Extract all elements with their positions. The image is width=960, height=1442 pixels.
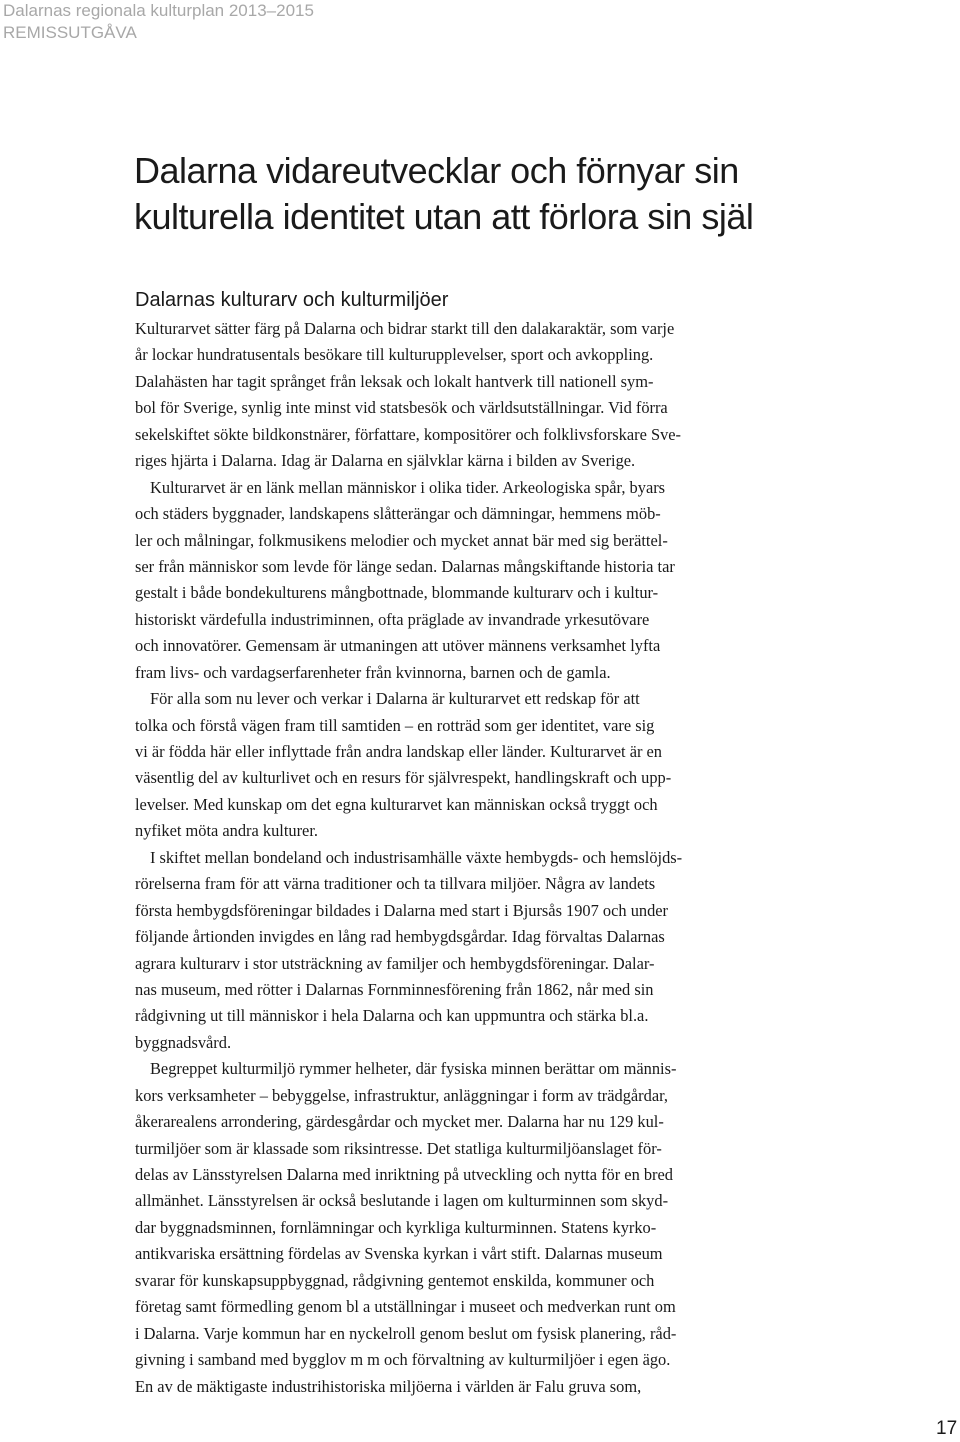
header-edition-label: REMISSUTGÅVA (3, 23, 137, 42)
body-line: ser från människor som levde för länge sedan. Dalarnas mångskiftande historia tar (135, 556, 675, 576)
body-line: levelser. Med kunskap om det egna kulturarvet kan människan också tryggt och (135, 794, 658, 814)
body-line: följande årtionden invigdes en lång rad hembygdsgårdar. Idag förvaltas Dalarnas (135, 927, 665, 947)
body-line: allmänhet. Länsstyrelsen är också beslutande i lagen om kulturminnen som skyd- (135, 1191, 669, 1211)
body-line: antikvariska ersättning fördelas av Svenska kyrkan i vårt stift. Dalarnas museum (135, 1244, 663, 1264)
section-heading: Dalarnas kulturarv och kulturmiljöer (135, 289, 449, 311)
body-line: rådgivning ut till människor i hela Dalarna och kan uppmuntra och stärka bl.a. (135, 1006, 649, 1026)
body-line: Begreppet kulturmiljö rymmer helheter, där fysiska minnen berättar om männis- (150, 1059, 677, 1079)
body-line: tolka och förstå vägen fram till samtiden – en rotträd som ger identitet, vare sig (135, 715, 655, 735)
page-number: 17 (936, 1418, 958, 1439)
body-line: historiskt värdefulla industriminnen, ofta präglade av invandrade yrkesutövare (135, 609, 650, 629)
body-line: ler och målningar, folkmusikens melodier och mycket annat bär med sig berättel- (135, 530, 668, 550)
body-line: företag samt förmedling genom bl a utställningar i museet och medverkan runt om (135, 1297, 676, 1317)
page-title-line-1: Dalarna vidareutvecklar och förnyar sin (134, 150, 739, 191)
body-line: En av de mäktigaste industrihistoriska miljöerna i världen är Falu gruva som, (135, 1376, 642, 1396)
body-line: och städers byggnader, landskapens slåtterängar och dämningar, hemmens möb- (135, 504, 661, 524)
body-line: För alla som nu lever och verkar i Dalarna är kulturarvet ett redskap för att (150, 689, 640, 709)
body-line: vi är födda här eller inflyttade från andra landskap eller länder. Kulturarvet är en (135, 742, 662, 761)
body-line: fram livs- och vardagserfarenheter från kvinnorna, barnen och de gamla. (135, 662, 611, 682)
body-line: åkerarealens arrondering, gärdesgårdar och mycket mer. Dalarna har nu 129 kul- (135, 1112, 664, 1132)
body-line: Dalahästen har tagit språnget från leksak och lokalt hantverk till nationell sym- (135, 371, 654, 391)
page-title (134, 148, 934, 240)
running-header (3, 0, 314, 44)
body-line: rörelserna fram för att värna traditioner och ta tillvara miljöer. Några av landets (135, 874, 656, 894)
body-text (135, 316, 825, 1400)
body-line: nas museum, med rötter i Dalarnas Fornminnesförening från 1862, når med sin (135, 979, 654, 999)
body-line: svarar för kunskapsuppbyggnad, rådgivning gentemot enskilda, kommuner och (135, 1270, 655, 1290)
body-line: Kulturarvet sätter färg på Dalarna och bidrar starkt till den dalakaraktär, som varje (135, 319, 675, 338)
body-line: i Dalarna. Varje kommun har en nyckelroll genom beslut om fysisk planering, råd- (135, 1323, 677, 1343)
header-document-title: Dalarnas regionala kulturplan 2013–2015 (3, 1, 314, 20)
body-line: år lockar hundratusentals besökare till kulturupplevelser, sport och avkoppling. (135, 345, 654, 365)
body-line: bol för Sverige, synlig inte minst vid statsbesök och världsutställningar. Vid förra (135, 398, 668, 418)
page-title-line-2: kulturella identitet utan att förlora sin själ (134, 196, 754, 237)
body-line: kors verksamheter – bebyggelse, infrastruktur, anläggningar i form av trädgårdar, (135, 1085, 669, 1105)
body-line: dar byggnadsminnen, fornlämningar och kyrkliga kulturminnen. Statens kyrko- (135, 1217, 657, 1237)
body-line: väsentlig del av kulturlivet och en resurs för självrespekt, handlingskraft och upp- (135, 768, 672, 788)
body-line: och innovatörer. Gemensam är utmaningen att utöver männens verksamhet lyfta (135, 636, 661, 656)
body-line: nyfiket möta andra kulturer. (135, 821, 318, 841)
body-line: första hembygdsföreningar bildades i Dalarna med start i Bjursås 1907 och under (135, 900, 669, 920)
body-line: sekelskiftet sökte bildkonstnärer, författare, kompositörer och folklivsforskare Sve- (135, 424, 681, 444)
body-line: agrara kulturarv i stor utsträckning av familjer och hembygdsföreningar. Dalar- (135, 953, 655, 973)
body-line: riges hjärta i Dalarna. Idag är Dalarna en självklar kärna i bilden av Sverige. (135, 451, 636, 471)
body-line: Kulturarvet är en länk mellan människor i olika tider. Arkeologiska spår, byars (150, 477, 666, 497)
body-line: I skiftet mellan bondeland och industrisamhälle växte hembygds- och hemslöjds- (150, 847, 683, 867)
body-line: turmiljöer som är klassade som riksintresse. Det statliga kulturmiljöanslaget för- (135, 1138, 662, 1158)
body-line: gestalt i både bondekulturens mångbottnade, blommande kulturarv och i kultur- (135, 583, 659, 603)
body-line: givning i samband med bygglov m m och förvaltning av kulturmiljöer i egen ägo. (135, 1350, 671, 1370)
body-line: delas av Länsstyrelsen Dalarna med inriktning på utveckling och nytta för en bred (135, 1165, 673, 1184)
body-line: byggnadsvård. (135, 1032, 232, 1052)
